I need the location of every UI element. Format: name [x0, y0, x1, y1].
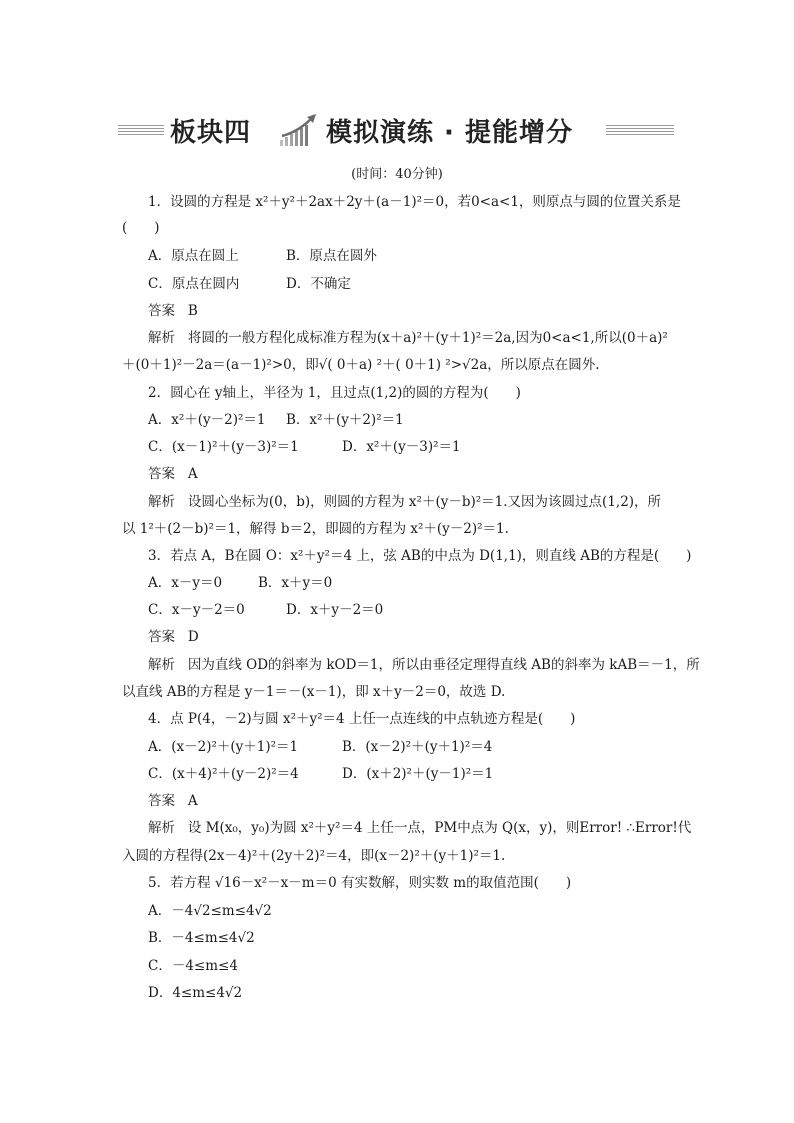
q2-option-b: B．x²＋(y＋2)²＝1 [286, 412, 404, 428]
q2-option-d: D．x²＋(y－3)²＝1 [342, 439, 461, 455]
answer-label: 答案 [148, 303, 175, 319]
answer-value: A [187, 793, 198, 809]
analysis-label: 解析 [148, 330, 175, 346]
q2-option-a: A．x²＋(y－2)²＝1 [148, 412, 266, 428]
answer-label: 答案 [148, 629, 175, 645]
q1-option-c: C．原点在圆内 [148, 276, 240, 292]
analysis-text: 因为直线 OD的斜率为 kOD＝1，所以由垂径定理得直线 AB的斜率为 kAB＝－1，所 [187, 657, 700, 673]
analysis-label: 解析 [148, 494, 175, 510]
q4-answer [148, 791, 198, 811]
banner-right-rule [606, 125, 674, 135]
q3-option-c: C．x－y－2＝0 [148, 602, 245, 618]
q2-stem: 2．圆心在 y轴上，半径为 1，且过点(1,2)的圆的方程为( ) [148, 385, 521, 401]
q4-stem: 4．点 P(4，－2)与圆 x²＋y²＝4 上任一点连线的中点轨迹方程是( ) [148, 711, 576, 727]
q4-option-a: A．(x－2)²＋(y＋1)²＝1 [148, 739, 299, 755]
q5-stem: 5．若方程 √16－x²－x－m＝0 有实数解，则实数 m的取值范围( ) [148, 875, 572, 891]
section-banner [118, 112, 678, 150]
q2-option-c: C．(x－1)²＋(y－3)²＝1 [148, 439, 299, 455]
q4-option-b: B．(x－2)²＋(y＋1)²＝4 [342, 739, 493, 755]
q1-option-d: D．不确定 [286, 276, 351, 292]
q2-answer [148, 464, 198, 484]
time-limit-note: (时间：40分钟) [351, 167, 443, 182]
q4-analysis-line-1 [148, 818, 691, 838]
answer-value: A [187, 466, 198, 482]
q2-analysis-line-1 [148, 492, 661, 512]
answer-label: 答案 [148, 793, 175, 809]
q5-option-b: B．－4≤m≤4√2 [148, 930, 255, 946]
q2-analysis-line-2: 以 1²＋(2－b)²＝1，解得 b＝2，即圆的方程为 x²＋(y－2)²＝1. [122, 521, 509, 537]
analysis-text: 设 M(x₀，y₀)为圆 x²＋y²＝4 上任一点，PM中点为 Q(x，y)，则Error! ∴Error!代 [187, 820, 692, 836]
q3-analysis-line-1 [148, 655, 700, 675]
answer-label: 答案 [148, 466, 175, 482]
q3-option-a: A．x－y＝0 [148, 575, 223, 591]
q5-option-c: C．－4≤m≤4 [148, 958, 238, 974]
q3-stem: 3．若点 A，B在圆 O：x²＋y²＝4 上，弦 AB的中点为 D(1,1)，则直线 AB的方程是( ) [148, 548, 692, 564]
q3-option-b: B．x＋y＝0 [258, 575, 333, 591]
analysis-label: 解析 [148, 820, 175, 836]
q1-option-b: B．原点在圆外 [286, 248, 377, 264]
analysis-text: 将圆的一般方程化成标准方程为(x＋a)²＋(y＋1)²＝2a,因为0<a<1,所以(0＋a)² [187, 330, 668, 346]
analysis-text: 设圆心坐标为(0，b)，则圆的方程为 x²＋(y－b)²＝1.又因为该圆过点(1,2)，所 [187, 494, 662, 510]
q4-option-d: D．(x＋2)²＋(y－1)²＝1 [342, 766, 494, 782]
q1-option-a: A．原点在圆上 [148, 248, 239, 264]
q1-answer [148, 301, 198, 321]
banner-title-left: 板块四 [170, 118, 252, 148]
banner-left-rule [118, 125, 164, 135]
banner-title-right: 模拟演练 · 提能增分 [326, 118, 573, 148]
q3-analysis-line-2: 以直线 AB的方程是 y－1＝－(x－1)，即 x＋y－2＝0，故选 D. [122, 684, 506, 700]
rising-bars-icon [278, 112, 322, 148]
q5-option-d: D．4≤m≤4√2 [148, 985, 243, 1001]
analysis-label: 解析 [148, 657, 175, 673]
q5-option-a: A．－4√2≤m≤4√2 [148, 903, 272, 919]
q4-option-c: C．(x＋4)²＋(y－2)²＝4 [148, 766, 299, 782]
q1-stem-line-2: ( ) [122, 220, 160, 236]
q3-answer [148, 627, 199, 647]
answer-value: D [187, 629, 199, 645]
q1-analysis-line-2: ＋(0＋1)²－2a＝(a－1)²>0，即√( 0＋a) ²＋( 0＋1) ²>√2a，所以原点在圆外. [122, 357, 600, 373]
q1-analysis-line-1 [148, 328, 668, 348]
q1-stem-line-1: 1．设圆的方程是 x²＋y²＋2ax＋2y＋(a－1)²＝0，若0<a<1，则原点与圆的位置关系是 [148, 194, 681, 210]
answer-value: B [187, 303, 198, 319]
q3-option-d: D．x＋y－2＝0 [286, 602, 384, 618]
q4-analysis-line-2: 入圆的方程得(2x－4)²＋(2y＋2)²＝4，即(x－2)²＋(y＋1)²＝1. [122, 848, 506, 864]
